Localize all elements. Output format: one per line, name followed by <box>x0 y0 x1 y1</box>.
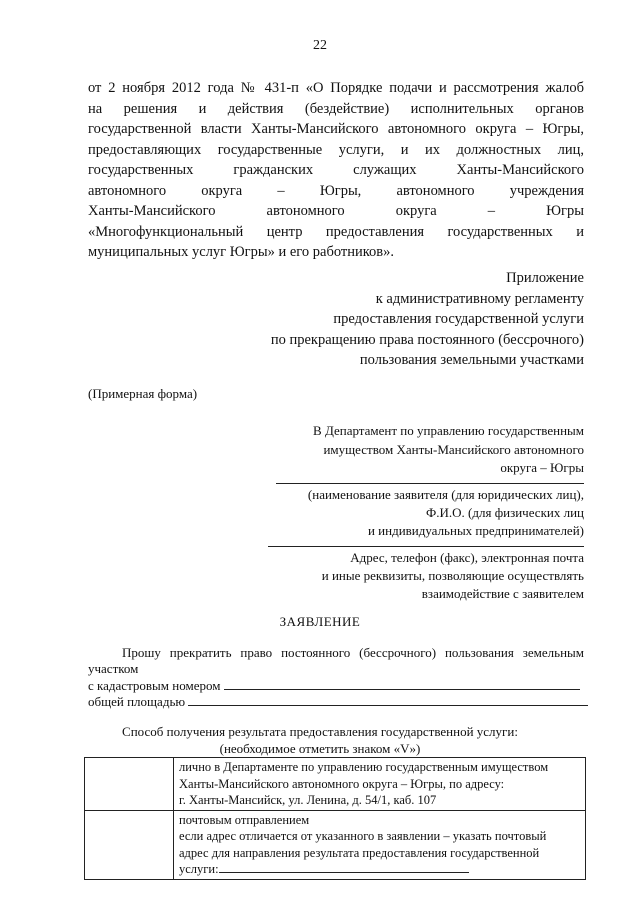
form-label: (Примерная форма) <box>88 386 198 401</box>
applicant-caption <box>254 486 584 540</box>
appendix-line: к административному регламенту <box>375 290 584 307</box>
option-line: почтовым отправлением <box>179 812 310 827</box>
method-line: Способ получения результата предоставления государственной услуги: <box>122 724 518 739</box>
option-line: услуги: <box>179 862 219 876</box>
option-in-person <box>174 758 586 811</box>
option-checkbox-in-person[interactable] <box>85 758 174 811</box>
appendix-header <box>164 268 584 371</box>
document-title: ЗАЯВЛЕНИЕ <box>279 614 361 629</box>
applicant-name-line[interactable] <box>276 483 584 484</box>
option-line: Ханты-Мансийского автономного округа – Югры, по адресу: <box>179 776 505 791</box>
intro-line: предоставляющих государственные услуги, и их должностных лиц, <box>88 141 584 158</box>
option-mail <box>174 810 586 879</box>
page-number: 22 <box>313 38 327 53</box>
recipient-line: округа – Югры <box>500 460 584 475</box>
request-text <box>88 645 584 677</box>
option-line-with-field <box>179 861 580 878</box>
applicant-caption-line: (наименование заявителя (для юридических лиц), <box>307 487 584 502</box>
recipient-line: В Департамент по управлению государственным <box>313 423 584 438</box>
intro-line: муниципальных услуг Югры» и его работников». <box>88 244 395 260</box>
contacts-line[interactable] <box>268 546 584 547</box>
contacts-caption-line: взаимодействие с заявителем <box>421 586 584 601</box>
table-row <box>85 810 586 879</box>
recipient-block <box>254 422 584 478</box>
delivery-options-table <box>84 757 586 880</box>
option-line: адрес для направления результата предоставления государственной <box>179 845 540 860</box>
intro-line: на решения и действия (бездействие) исполнительных органов <box>88 100 584 117</box>
option-checkbox-mail[interactable] <box>85 810 174 879</box>
cadastral-label: с кадастровым номером <box>88 678 221 693</box>
area-row <box>88 694 588 710</box>
delivery-method-heading <box>0 723 640 757</box>
option-line: лично в Департаменте по управлению государственным имуществом <box>179 760 549 774</box>
appendix-line: пользования земельными участками <box>359 352 584 368</box>
area-field[interactable] <box>188 694 588 706</box>
cadastral-row <box>88 678 580 694</box>
contacts-caption <box>254 549 584 603</box>
intro-line: автономного округа – Югры, автономного учреждения <box>88 182 584 199</box>
intro-line: государственной власти Ханты-Мансийского автономного округа – Югры, <box>88 121 584 137</box>
intro-line: государственных гражданских служащих Ханты-Мансийского <box>88 162 584 178</box>
table-row <box>85 758 586 811</box>
intro-line: от 2 ноября 2012 года № 431-п «О Порядке подачи и рассмотрения жалоб <box>88 80 584 96</box>
contacts-caption-line: Адрес, телефон (факс), электронная почта <box>350 550 584 565</box>
intro-paragraph <box>88 78 584 263</box>
postal-address-field[interactable] <box>219 861 469 873</box>
intro-line: «Многофункциональный центр предоставления государственных и <box>88 223 584 240</box>
appendix-line: предоставления государственной услуги <box>333 311 584 327</box>
request-line: Прошу прекратить право постоянного (бессрочного) пользования земельным <box>122 645 584 660</box>
contacts-caption-line: и иные реквизиты, позволяющие осуществлять <box>321 568 584 583</box>
recipient-line: имуществом Ханты-Мансийского автономного <box>323 441 584 457</box>
intro-line: Ханты-Мансийского автономного округа – Югры <box>88 203 584 219</box>
request-line: участком <box>88 661 139 676</box>
option-line: г. Ханты-Мансийск, ул. Ленина, д. 54/1, каб. 107 <box>179 793 437 807</box>
cadastral-number-field[interactable] <box>224 678 580 690</box>
area-label: общей площадью <box>88 694 186 709</box>
appendix-line: по прекращению права постоянного (бессрочного) <box>270 331 584 348</box>
appendix-line: Приложение <box>506 270 584 286</box>
method-line: (необходимое отметить знаком «V») <box>219 741 421 756</box>
applicant-caption-line: и индивидуальных предпринимателей) <box>367 523 584 538</box>
option-line: если адрес отличается от указанного в заявлении – указать почтовый <box>179 829 547 843</box>
applicant-caption-line: Ф.И.О. (для физических лиц <box>425 505 584 520</box>
